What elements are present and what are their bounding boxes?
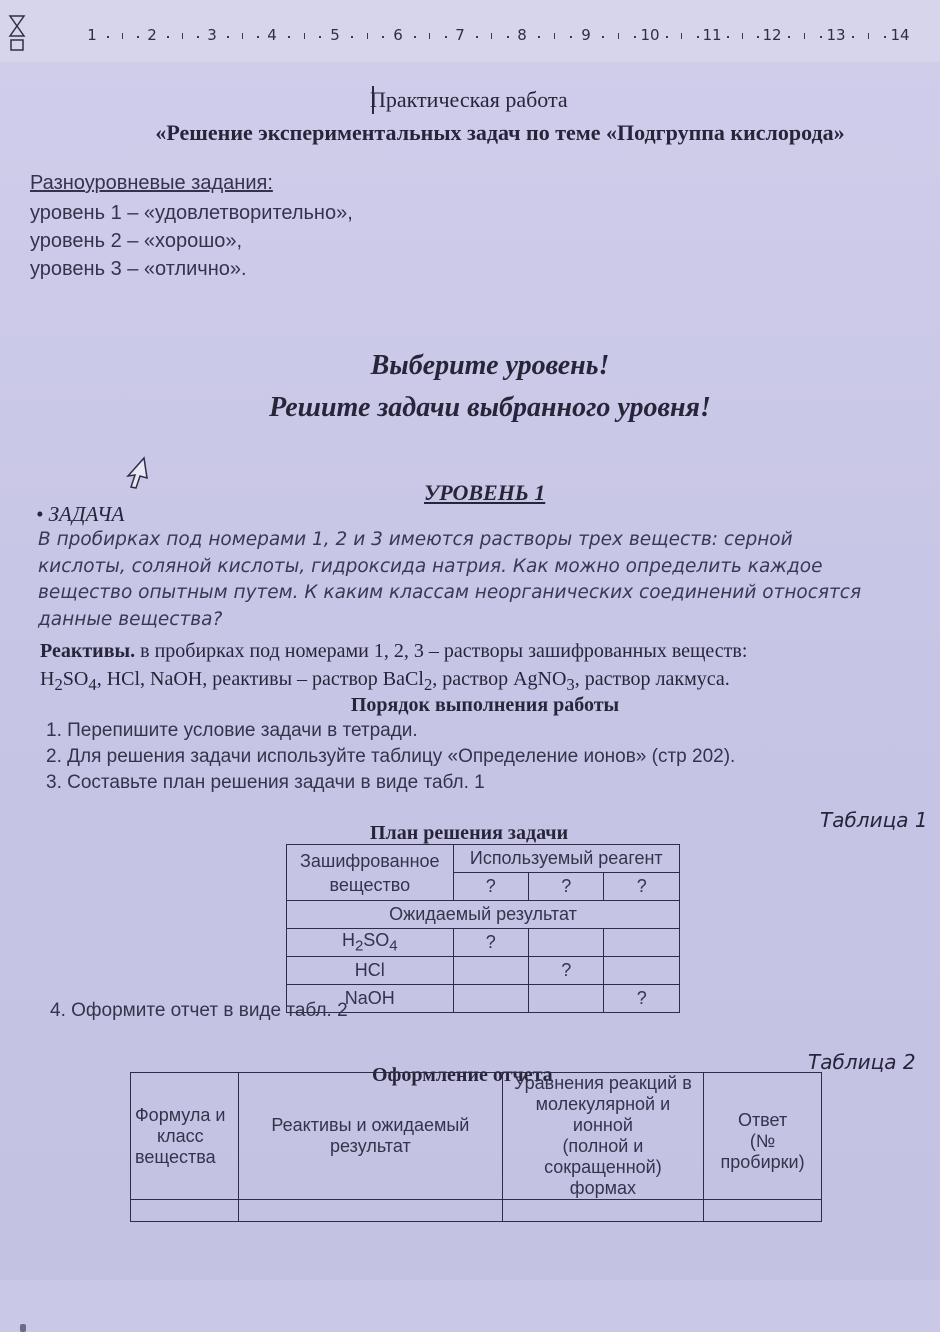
formula-part: , раствор лакмуса. [574,668,730,690]
step-item: 1. Перепишите условие задачи в тетради. [46,720,418,741]
ruler[interactable] [0,0,940,63]
table-cell [287,929,454,957]
formula-sub: 2 [354,937,364,955]
ruler-tick-mark [491,33,492,39]
header-text: (№ [749,1130,776,1151]
levels-heading: Разноуровневые задания: [30,172,273,194]
solve-tasks-heading: Решите задачи выбранного уровня! [269,392,711,423]
ruler-tick-mark [242,33,243,39]
reagents-line [40,640,747,663]
ruler-tick-mark [634,36,636,38]
ruler-number: 11 [702,26,722,44]
table-header-cell [502,1073,704,1200]
formula-part: H [40,668,55,690]
table-cell [239,1200,503,1222]
table-cell [502,1200,704,1222]
ruler-tick-mark [351,36,353,38]
document-subtitle: «Решение экспериментальных задач по теме «Подгруппа кислорода» [155,120,845,145]
task-description [38,527,938,633]
header-text: вещество [329,874,411,895]
ruler-number: 2 [147,26,157,44]
ruler-tick-mark [820,36,822,38]
reagents-label: Реактивы. [40,640,136,662]
formula-sub: 4 [389,937,398,955]
ruler-number: 6 [393,26,403,44]
ruler-number: 9 [581,26,591,44]
ruler-tick-mark [570,36,572,38]
ruler-tick-mark [602,36,604,38]
table-cell: Используемый реагент [453,845,679,873]
report-table [130,1072,822,1222]
task-line: вещество опытным путем. К каким классам неорганических соединений относятся [38,582,862,603]
table-cell [131,1200,239,1222]
table-cell [604,929,680,957]
step-item: 2. Для решения задачи используйте таблицу «Определение ионов» (стр 202). [46,746,736,767]
indent-marker-icon[interactable] [8,14,26,54]
ruler-number: 8 [517,26,527,44]
header-text: формах [569,1178,636,1198]
table-cell: ? [529,957,604,985]
table-cell [453,957,528,985]
ruler-number: 14 [890,26,910,44]
formula-part: , HCl, NaOH, реактивы – раствор BaCl [96,668,424,690]
table-cell: ? [453,929,528,957]
table-cell [529,985,604,1013]
task-heading: • ЗАДАЧА [36,502,125,526]
formula-part: SO [363,930,390,951]
table-cell [704,1200,822,1222]
step-item: 4. Оформите отчет в виде табл. 2 [50,1000,348,1021]
table-cell: ? [529,873,604,901]
table-cell: NaOH [287,985,454,1013]
ruler-tick-mark [319,36,321,38]
header-text: Ответ [737,1109,788,1130]
header-text: класс [157,1125,204,1146]
reagents-formulas [40,668,730,695]
table1-caption: Таблица 1 [820,808,928,832]
ruler-tick-mark [288,36,290,38]
step-item: 3. Составьте план решения задачи в виде табл. 1 [46,772,485,793]
level-item: уровень 2 – «хорошо», [30,230,243,252]
ruler-number: 12 [762,26,782,44]
ruler-tick-mark [304,33,305,39]
mouse-pointer-icon [124,456,150,490]
ruler-tick-mark [445,36,447,38]
table-header-cell [704,1073,822,1200]
ruler-tick-mark [852,36,854,38]
formula-part: H [341,930,355,951]
reagents-text: в пробирках под номерами 1, 2, 3 – растворы зашифрованных веществ: [135,640,748,662]
ruler-tick-mark [868,33,869,39]
ruler-tick-mark [507,36,509,38]
ruler-number: 4 [267,26,277,44]
table-cell [604,957,680,985]
ruler-tick-mark [538,36,540,38]
header-text: ионной [572,1115,633,1135]
ruler-tick-mark [167,36,169,38]
ruler-number: 1 [87,26,97,44]
table-cell: ? [604,873,680,901]
formula-sub: 4 [88,675,97,694]
ruler-tick-mark [554,33,555,39]
table1-title: План решения задачи [370,822,569,844]
ruler-tick-mark [429,33,430,39]
ruler-tick-mark [618,33,619,39]
ruler-tick-mark [681,33,682,39]
ruler-number: 7 [455,26,465,44]
task-line: кислоты, соляной кислоты, гидроксида натрия. Как можно определить каждое [38,555,823,577]
ruler-tick-mark [788,36,790,38]
level-title: УРОВЕНЬ 1 [424,480,546,505]
table-cell [529,929,604,957]
table-header-cell [131,1073,239,1200]
table-header-cell [239,1073,503,1200]
level-item: уровень 1 – «удовлетворительно», [30,202,353,224]
ruler-tick-mark [382,36,384,38]
header-text: вещества [135,1146,216,1167]
header-text: пробирки) [720,1151,805,1172]
formula-sub: 2 [423,675,433,694]
document-title: Практическая работа [370,87,568,112]
ruler-number: 13 [826,26,846,44]
ruler-number: 5 [330,26,340,44]
task-line: данные вещества? [38,608,223,630]
table2-caption: Таблица 2 [808,1050,916,1074]
header-text: молекулярной и [535,1094,671,1114]
ruler-tick-mark [367,33,368,39]
ruler-tick-mark [137,36,139,38]
order-heading: Порядок выполнения работы [350,694,620,716]
header-text: Реактивы и ожидаемый [271,1115,470,1135]
ruler-tick-mark [182,33,183,39]
ruler-tick-mark [257,36,259,38]
ruler-tick-mark [476,36,478,38]
formula-sub: 3 [566,675,575,694]
scroll-indicator[interactable] [20,1324,26,1332]
ruler-number: 3 [207,26,217,44]
task-line: В пробирках под номерами 1, 2 и 3 имеются растворы трех веществ: серной [38,529,793,550]
ruler-tick-mark [414,36,416,38]
ruler-tick-mark [107,36,109,38]
header-text: результат [330,1136,411,1156]
ruler-tick-mark [742,33,743,39]
ruler-tick-mark [666,36,668,38]
formula-part: SO [62,668,89,690]
ruler-number: 10 [640,26,660,44]
ruler-tick-mark [757,36,759,38]
formula-sub: 2 [54,675,63,694]
table-cell: ? [453,873,528,901]
level-item: уровень 3 – «отлично». [30,258,247,280]
table2-title: Оформление отчета [372,1064,553,1086]
header-text: (полной и [562,1136,644,1156]
header-text: Уравнения реакций в [514,1073,692,1093]
table-cell: Ожидаемый результат [287,901,680,929]
document-page[interactable] [0,62,940,1280]
ruler-tick-mark [197,36,199,38]
table-cell: HCl [287,957,454,985]
ruler-tick-mark [727,36,729,38]
table-cell [287,845,454,901]
header-text: Формула и [135,1104,226,1125]
header-text: сокращенной) [544,1157,662,1177]
ruler-tick-mark [804,33,805,39]
ruler-tick-mark [884,36,886,38]
ruler-tick-mark [697,36,699,38]
choose-level-heading: Выберите уровень! [370,350,610,381]
formula-part: , раствор AgNO [432,668,567,690]
header-text: Зашифрованное [300,850,440,871]
ruler-tick-mark [122,33,123,39]
table-cell: ? [604,985,680,1013]
plan-table [286,844,680,1013]
ruler-tick-mark [227,36,229,38]
table-cell [453,985,528,1013]
